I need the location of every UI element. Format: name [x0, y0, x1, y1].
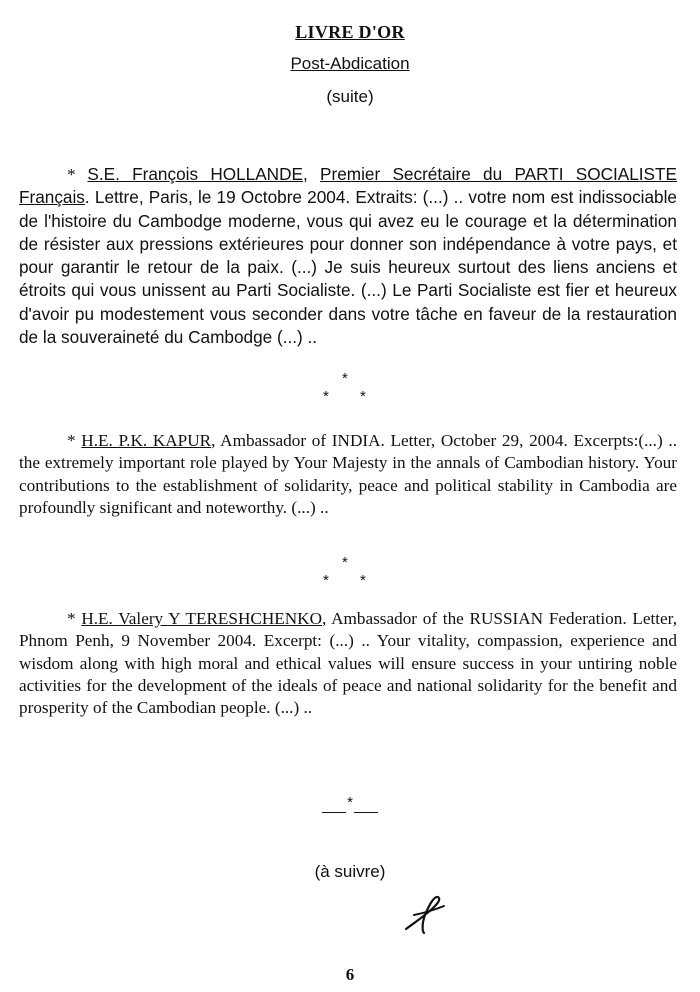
page-number: 6 — [345, 965, 355, 984]
entry-text: . Lettre, Paris, le 19 Octobre 2004. Extraits: (...) .. votre nom est indissociable de l'histoire du Cambodge moderne, vous qui avez eu le courage et la détermination de résister aux pressions extérieures pour donner son indépendance à votre pays, et pour garantir le retour de la paix. (...) Je suis heureux surtout des liens anciens et étroits qui vous unissent au Parti Socialiste. (...) Le Parti Socialiste est fier et heureux d'avoir pu modestement vous seconder dans votre tâche en faveur de la restauration de la souveraineté du Cambodge (...) .. — [19, 187, 677, 348]
entry-name: H.E. P.K. KAPUR — [81, 431, 212, 450]
signature-mark — [400, 893, 450, 935]
entry-text: , Ambassador of INDIA. Letter, October 29, 2004. Excerpts:(...) .. the extremely important role played by Your Majesty in the annals of Cambodian history. Your contributions to the establishment of solidarity, peace and political stability in Cambodia are profoundly significant and noteworthy. (...) .. — [19, 431, 677, 517]
entry-tereshchenko — [19, 608, 677, 719]
page-subtitle: Post-Abdication — [290, 54, 410, 73]
separator-star: * — [342, 370, 348, 387]
entry-name: H.E. Valery Y TERESHCHENKO — [81, 609, 322, 628]
page-title: LIVRE D'OR — [295, 22, 405, 42]
entry-bullet: * — [67, 431, 82, 450]
separator-star: * — [323, 572, 329, 589]
entry-role: Premier Secrétaire du PARTI SOCIALISTE Français — [19, 164, 677, 208]
divider-star: * — [347, 794, 353, 811]
section-separator — [300, 554, 400, 590]
divider-line — [322, 812, 346, 813]
separator-star: * — [360, 388, 366, 405]
end-divider — [0, 794, 700, 817]
entry-hollande — [19, 163, 677, 349]
entry-separator: , — [302, 164, 321, 184]
entry-name: S.E. François HOLLANDE — [87, 164, 303, 184]
separator-star: * — [323, 388, 329, 405]
continuation-note: (à suivre) — [314, 862, 386, 881]
separator-star: * — [360, 572, 366, 589]
entry-kapur — [19, 430, 677, 519]
section-separator — [300, 370, 400, 406]
entry-text: , Ambassador of the RUSSIAN Federation. Letter, Phnom Penh, 9 November 2004. Excerpt: (...) .. Your vitality, compassion, experience and wisdom along with high moral and ethical values will ensure success in your untiring noble activities for the development of the ideals of peace and national solidarity for the benefit and prosperity of the Cambodian people. (...) .. — [19, 609, 678, 718]
entry-bullet: * — [67, 609, 82, 628]
divider-line — [354, 812, 378, 813]
entry-bullet: * — [67, 165, 88, 184]
suite-label: (suite) — [326, 87, 374, 106]
separator-star: * — [342, 554, 348, 571]
